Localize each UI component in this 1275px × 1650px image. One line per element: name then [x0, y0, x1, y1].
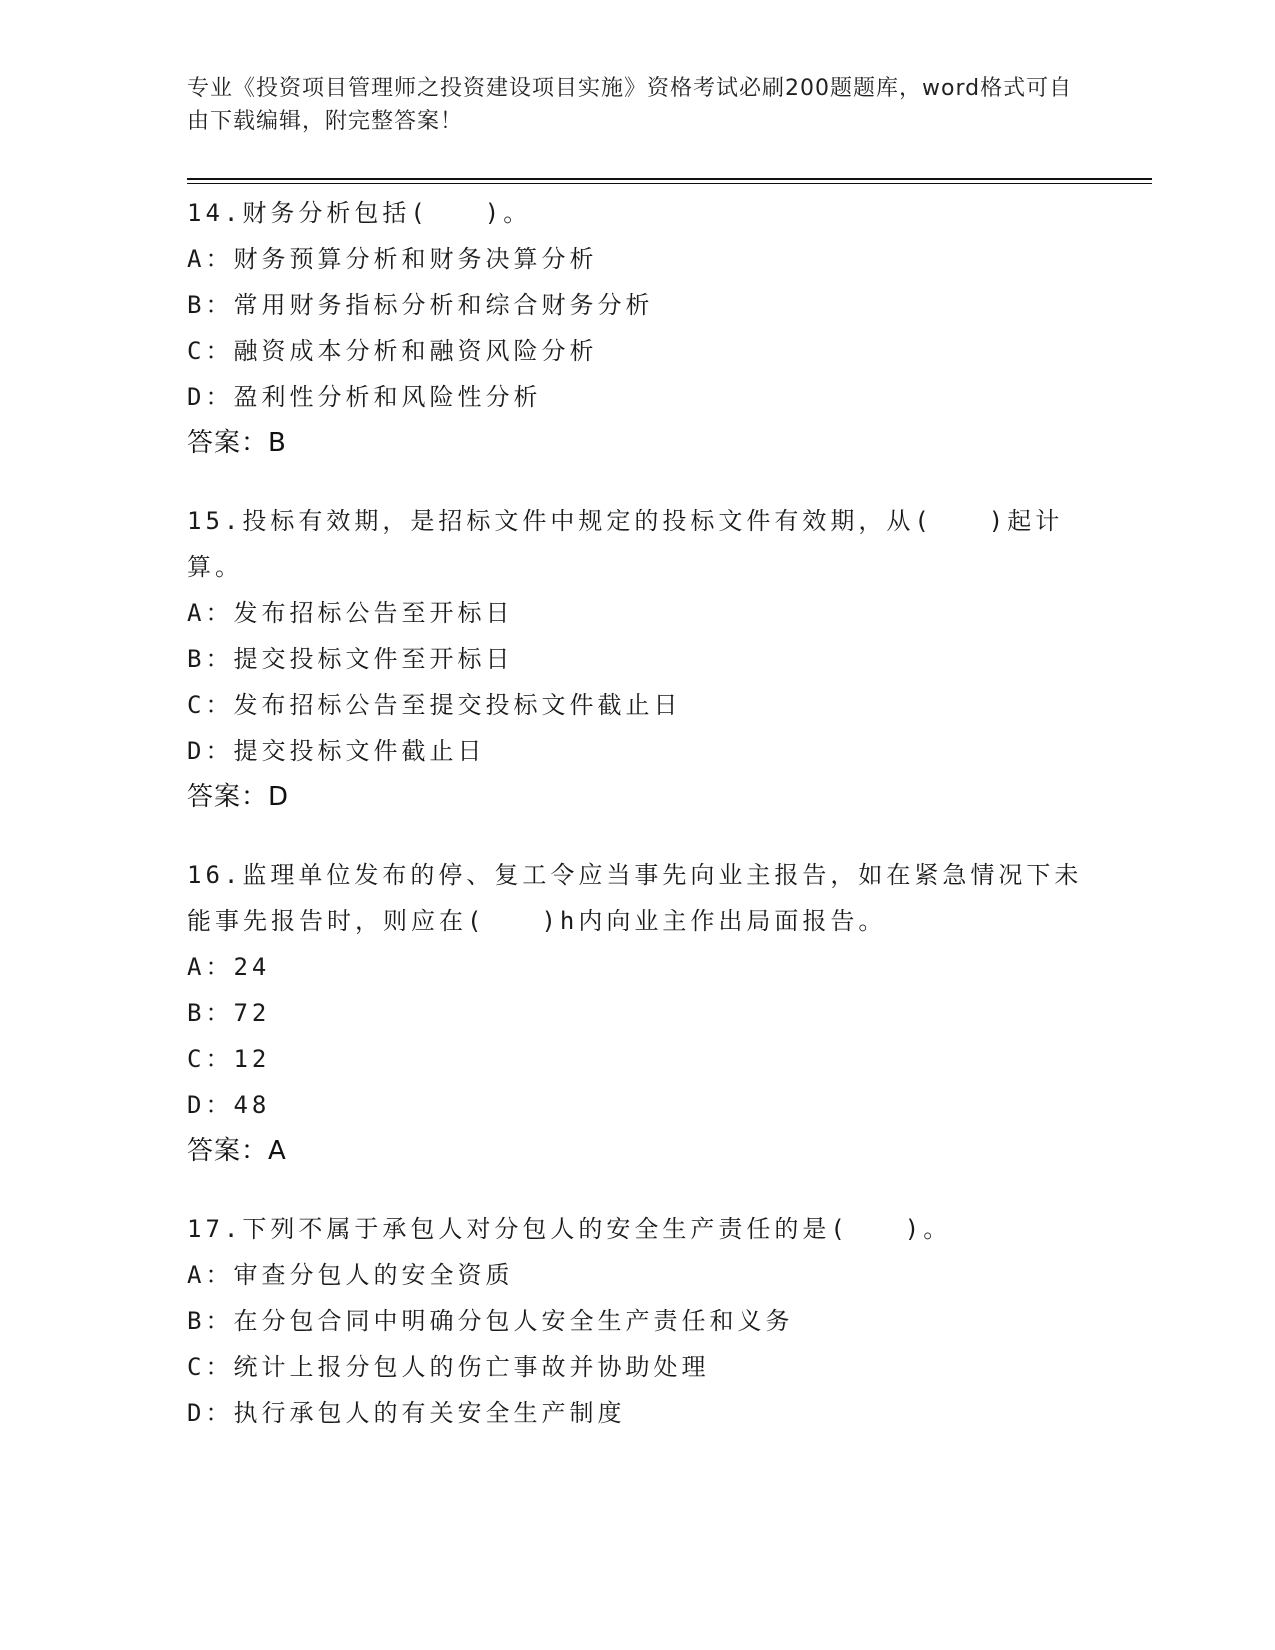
option-a: A：审查分包人的安全资质: [187, 1261, 514, 1289]
document-header: 专业《投资项目管理师之投资建设项目实施》资格考试必刷200题题库，word格式可自由下载编辑，附完整答案！: [187, 76, 1073, 134]
question-stem: 17.下列不属于承包人对分包人的安全生产责任的是( )。: [187, 1215, 952, 1243]
header-divider-thick: [187, 178, 1152, 180]
option-d: D：执行承包人的有关安全生产制度: [187, 1399, 626, 1427]
question-17: [187, 1206, 1087, 1436]
option-c: C：发布招标公告至提交投标文件截止日: [187, 691, 682, 719]
header-divider-thin: [187, 183, 1152, 184]
question-stem: 16.监理单位发布的停、复工令应当事先向业主报告，如在紧急情况下未能事先报告时，则应在( )h内向业主作出局面报告。: [187, 861, 1083, 935]
option-a: A：24: [187, 953, 271, 981]
question-14: [187, 190, 1087, 466]
option-d: D：盈利性分析和风险性分析: [187, 383, 542, 411]
answer-line: 答案：B: [187, 428, 287, 458]
answer-line: 答案：A: [187, 1136, 287, 1166]
question-list: [187, 190, 1087, 1468]
option-b: B：提交投标文件至开标日: [187, 645, 514, 673]
option-b: B：在分包合同中明确分包人安全生产责任和义务: [187, 1307, 794, 1335]
option-a: A：财务预算分析和财务决算分析: [187, 245, 598, 273]
question-stem: 14.财务分析包括( )。: [187, 199, 532, 227]
option-c: C：12: [187, 1045, 271, 1073]
option-b: B：常用财务指标分析和综合财务分析: [187, 291, 654, 319]
question-15: [187, 498, 1087, 820]
option-c: C：融资成本分析和融资风险分析: [187, 337, 598, 365]
option-b: B：72: [187, 999, 271, 1027]
option-a: A：发布招标公告至开标日: [187, 599, 514, 627]
option-d: D：48: [187, 1091, 271, 1119]
answer-line: 答案：D: [187, 782, 290, 812]
question-stem: 15.投标有效期，是招标文件中规定的投标文件有效期，从( )起计算。: [187, 507, 1064, 581]
option-d: D：提交投标文件截止日: [187, 737, 486, 765]
option-c: C：统计上报分包人的伤亡事故并协助处理: [187, 1353, 710, 1381]
question-16: [187, 852, 1087, 1174]
